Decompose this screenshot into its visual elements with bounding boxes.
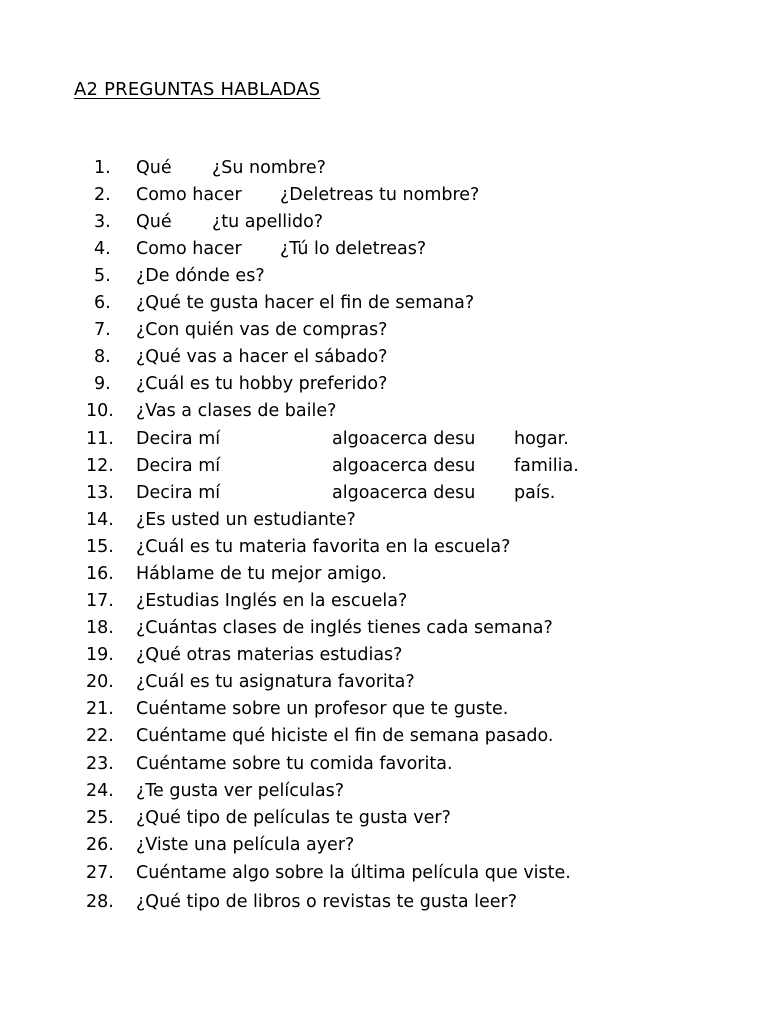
item-text: ¿Cuál es tu asignatura favorita?: [136, 672, 415, 692]
item-lead: Qué: [136, 212, 172, 232]
item-text: ¿Cuál es tu materia favorita en la escuela?: [136, 537, 511, 557]
item-text: ¿Viste una película ayer?: [136, 835, 355, 855]
item-number: 2.: [94, 185, 111, 205]
item-end: país.: [514, 483, 556, 503]
item-text: ¿De dónde es?: [136, 266, 265, 286]
item-number: 21.: [86, 699, 114, 719]
item-text: ¿Cuántas clases de inglés tienes cada semana?: [136, 618, 553, 638]
item-number: 26.: [86, 835, 114, 855]
item-number: 15.: [86, 537, 114, 557]
item-text: ¿Tú lo deletreas?: [280, 239, 427, 259]
item-text: ¿Su nombre?: [212, 158, 326, 178]
item-number: 17.: [86, 591, 114, 611]
item-lead: Decira mí: [136, 456, 221, 476]
item-mid: algoacerca desu: [332, 483, 476, 503]
item-text: ¿Deletreas tu nombre?: [280, 185, 480, 205]
item-number: 8.: [94, 347, 111, 367]
item-text: Cuéntame sobre un profesor que te guste.: [136, 699, 509, 719]
item-number: 4.: [94, 239, 111, 259]
item-number: 19.: [86, 645, 114, 665]
item-lead: Como hacer: [136, 185, 242, 205]
item-text: ¿Qué tipo de libros o revistas te gusta leer?: [136, 892, 518, 912]
item-lead: Qué: [136, 158, 172, 178]
item-number: 10.: [86, 401, 114, 421]
item-text: ¿Vas a clases de baile?: [136, 401, 337, 421]
item-mid: algoacerca desu: [332, 429, 476, 449]
item-text: ¿Qué te gusta hacer el fin de semana?: [136, 293, 475, 313]
item-text: ¿Estudias Inglés en la escuela?: [136, 591, 408, 611]
page-title: A2 PREGUNTAS HABLADAS: [74, 79, 321, 100]
item-number: 13.: [86, 483, 114, 503]
item-text: ¿Qué vas a hacer el sábado?: [136, 347, 388, 367]
item-text: Cuéntame qué hiciste el fin de semana pasado.: [136, 726, 554, 746]
item-mid: algoacerca desu: [332, 456, 476, 476]
item-text: ¿Con quién vas de compras?: [136, 320, 388, 340]
item-number: 20.: [86, 672, 114, 692]
item-end: familia.: [514, 456, 579, 476]
item-number: 23.: [86, 754, 114, 774]
item-lead: Decira mí: [136, 429, 221, 449]
item-text: ¿Cuál es tu hobby preferido?: [136, 374, 388, 394]
item-text: Cuéntame sobre tu comida favorita.: [136, 754, 453, 774]
item-text: Cuéntame algo sobre la última película que viste.: [136, 863, 571, 883]
item-number: 3.: [94, 212, 111, 232]
item-number: 6.: [94, 293, 111, 313]
item-number: 25.: [86, 808, 114, 828]
item-number: 14.: [86, 510, 114, 530]
item-number: 12.: [86, 456, 114, 476]
item-text: ¿Qué tipo de películas te gusta ver?: [136, 808, 451, 828]
item-text: ¿Te gusta ver películas?: [136, 781, 344, 801]
item-number: 5.: [94, 266, 111, 286]
item-end: hogar.: [514, 429, 569, 449]
item-text: ¿Qué otras materias estudias?: [136, 645, 403, 665]
item-number: 22.: [86, 726, 114, 746]
item-number: 16.: [86, 564, 114, 584]
item-number: 1.: [94, 158, 111, 178]
item-number: 7.: [94, 320, 111, 340]
item-text: Háblame de tu mejor amigo.: [136, 564, 387, 584]
item-text: ¿Es usted un estudiante?: [136, 510, 356, 530]
item-number: 18.: [86, 618, 114, 638]
item-number: 11.: [86, 429, 114, 449]
item-number: 24.: [86, 781, 114, 801]
item-number: 27.: [86, 863, 114, 883]
item-text: ¿tu apellido?: [212, 212, 324, 232]
item-lead: Como hacer: [136, 239, 242, 259]
item-number: 9.: [94, 374, 111, 394]
item-lead: Decira mí: [136, 483, 221, 503]
item-number: 28.: [86, 892, 114, 912]
